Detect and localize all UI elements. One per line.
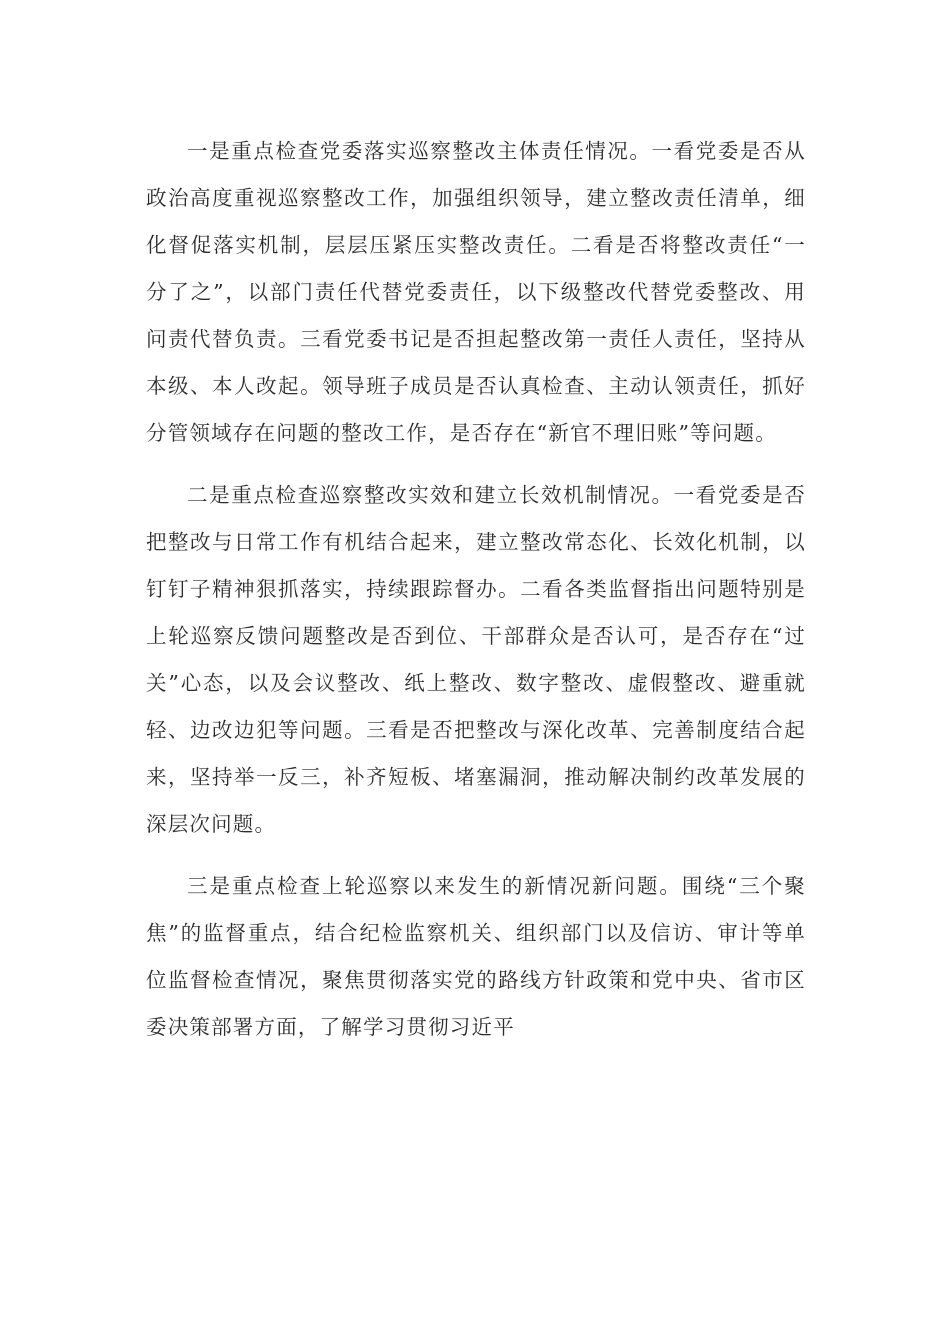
document-body <box>146 128 806 1066</box>
paragraph-2: 二是重点检查巡察整改实效和建立长效机制情况。一看党委是否把整改与日常工作有机结合起来，建立整改常态化、长效化机制，以钉钉子精神狠抓落实，持续跟踪督办。二看各类监督指出问题特别是上轮巡察反馈问题整改是否到位、干部群众是否认可，是否存在“过关”心态，以及会议整改、纸上整改、数字整改、虚假整改、避重就轻、边改边犯等问题。三看是否把整改与深化改革、完善制度结合起来，坚持举一反三，补齐短板、堵塞漏洞，推动解决制约改革发展的深层次问题。 <box>146 483 806 836</box>
paragraph-1: 一是重点检查党委落实巡察整改主体责任情况。一看党委是否从政治高度重视巡察整改工作，加强组织领导，建立整改责任清单，细化督促落实机制，层层压紧压实整改责任。二看是否将整改责任“一分了之”，以部门责任代替党委责任，以下级整改代替党委整改、用问责代替负责。三看党委书记是否担起整改第一责任人责任，坚持从本级、本人改起。领导班子成员是否认真检查、主动认领责任，抓好分管领域存在问题的整改工作，是否存在“新官不理旧账”等问题。 <box>146 139 806 445</box>
paragraph-3: 三是重点检查上轮巡察以来发生的新情况新问题。围绕“三个聚焦”的监督重点，结合纪检监察机关、组织部门以及信访、审计等单位监督检查情况，聚焦贯彻落实党的路线方针政策和党中央、省市区委决策部署方面，了解学习贯彻习近平 <box>146 874 806 1039</box>
